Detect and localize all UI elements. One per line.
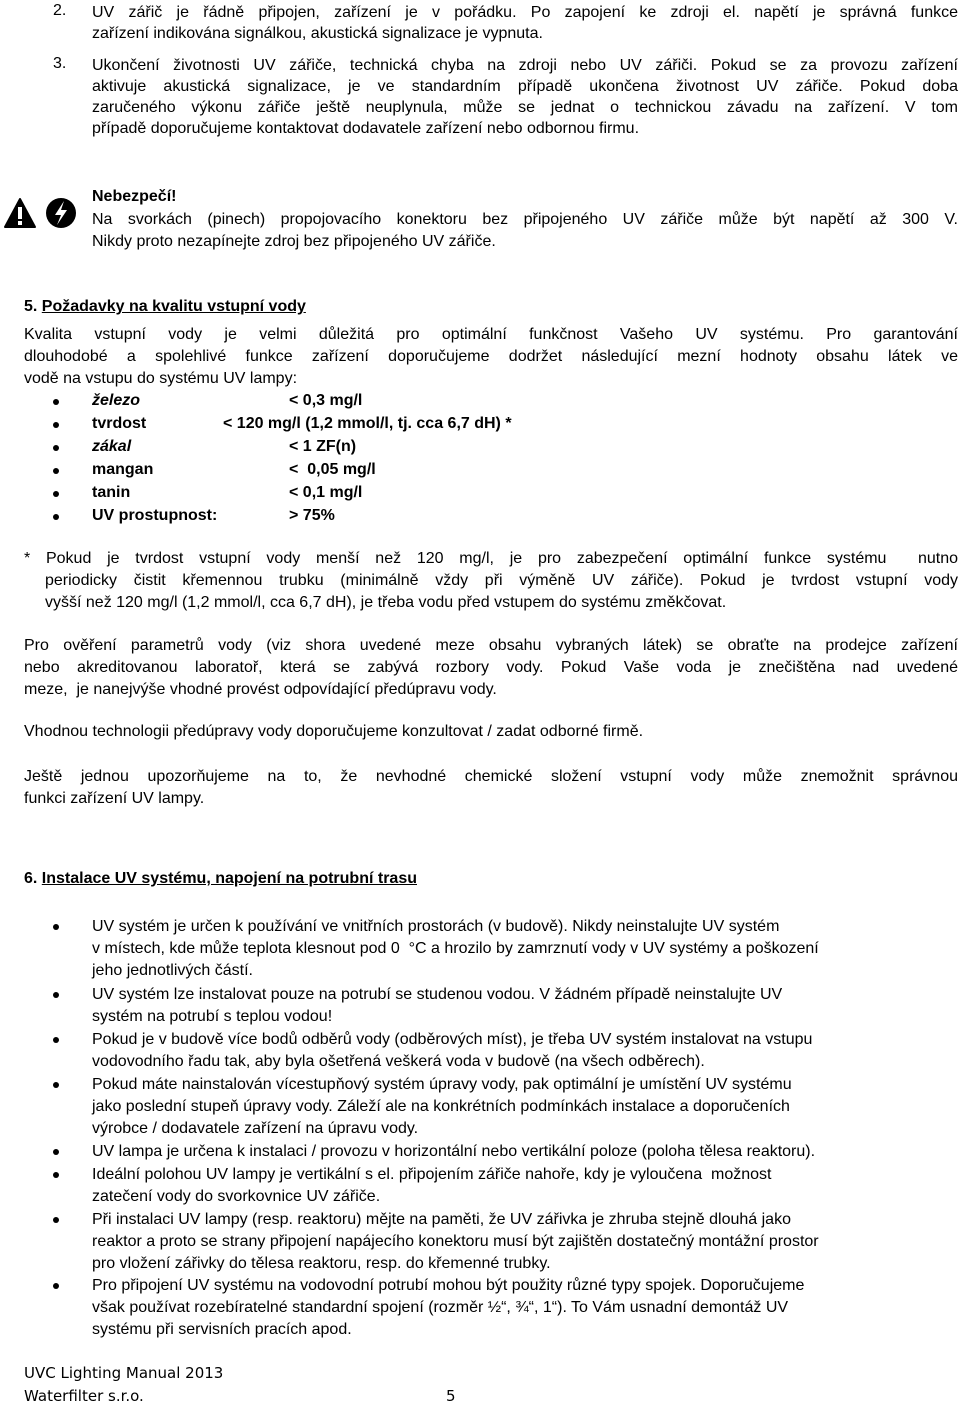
paragraph-line: meze, je nanejvýše vhodné provést odpovídající předúpravu vody. xyxy=(24,681,497,698)
list-item-line: Při instalaci UV lampy (resp. reaktoru) mějte na paměti, že UV zářivka je zhruba stejně dlouhá jako xyxy=(92,1211,791,1228)
hardness-note-line: periodicky čistit křemennou trubku (minimálně vždy při výměně UV zářiče). Pokud je tvrdost vstupní vody xyxy=(45,572,958,589)
high-voltage-icon xyxy=(45,197,77,229)
footer-manual-title: UVC Lighting Manual 2013 xyxy=(24,1364,224,1382)
item-number: 3. xyxy=(53,55,67,72)
paragraph-line: Ještě jednou upozorňujeme na to, že nevhodné chemické složení vstupní vody může znemožnit správnou xyxy=(24,768,958,785)
list-item-line: Pokud máte nainstalován vícestupňový systém úpravy vody, pak optimální je umístění UV systému xyxy=(92,1076,792,1093)
bullet xyxy=(53,399,59,405)
list-item-line: pro vložení zářivky do tělesa reaktoru, resp. do křemenné trubky. xyxy=(92,1255,551,1272)
item-number: 2. xyxy=(53,2,67,19)
limit-name: tvrdost xyxy=(92,415,147,432)
list-item-line: systému při servisních pracích apod. xyxy=(92,1321,352,1338)
section-6-heading xyxy=(24,868,417,889)
bullet xyxy=(53,924,59,930)
warning-title: Nebezpečí! xyxy=(92,188,177,205)
paragraph-line: nebo akreditovanou laboratoř, která se zabývá rozbory vody. Pokud Vaše voda je znečištěna nad uvedené xyxy=(24,659,958,676)
bullet xyxy=(53,1217,59,1223)
paragraph-line: funkci zařízení UV lampy. xyxy=(24,790,205,807)
bullet xyxy=(53,1149,59,1155)
section-5-intro-line: dlouhodobé a spolehlivé funkce zařízení doporučujeme dodržet následující mezní hodnoty obsahu látek ve xyxy=(24,348,958,365)
list-item-line: Pro připojení UV systému na vodovodní potrubí mohou být použity různé typy spojek. Doporučujeme xyxy=(92,1277,805,1294)
list-item-line: UV systém je určen k používání ve vnitřních prostorách (v budově). Nikdy neinstalujte UV systém xyxy=(92,918,780,935)
paragraph-line: Vhodnou technologii předúpravy vody doporučujeme konzultovat / zadat odborné firmě. xyxy=(24,723,644,740)
list-item-line: systém na potrubí s teplou vodou! xyxy=(92,1008,333,1025)
section-5-heading xyxy=(24,296,306,317)
bullet xyxy=(53,422,59,428)
limit-value: < 1 ZF(n) xyxy=(289,438,357,455)
limit-value: < 120 mg/l (1,2 mmol/l, tj. cca 6,7 dH) * xyxy=(223,415,512,432)
list-item-line: reaktor a proto se strany připojení napájecího konektoru musí být zajištěn dostatečný montážní prostor xyxy=(92,1233,819,1250)
text-line: Ukončení životnosti UV zářiče, technická chyba na zdroji nebo UV zářiči. Pokud se za provozu zařízení xyxy=(92,57,958,74)
list-item-line: Ideální polohou UV lampy je vertikální s el. připojením zářiče nahoře, kdy je vyloučena možnost xyxy=(92,1166,772,1183)
section-number: 5. xyxy=(24,298,38,315)
limit-name: UV prostupnost: xyxy=(92,507,218,524)
footer-company: Waterfilter s.r.o. xyxy=(24,1387,144,1405)
warning-text-line: Na svorkách (pinech) propojovacího konektoru bez připojeného UV zářiče může být napětí až 300 V. xyxy=(92,211,958,228)
bullet xyxy=(53,1082,59,1088)
list-item-line: UV systém lze instalovat pouze na potrubí se studenou vodou. V žádném případě neinstalujte UV xyxy=(92,986,783,1003)
limit-value: < 0,3 mg/l xyxy=(289,392,363,409)
text-line: UV zářič je řádně připojen, zařízení je v pořádku. Po zapojení ke zdroji el. napětí je správná funkce xyxy=(92,4,958,21)
text-line: případě doporučujeme kontaktovat dodavatele zařízení nebo odbornou firmu. xyxy=(92,120,640,137)
bullet xyxy=(53,445,59,451)
list-item-line: jeho jednotlivých částí. xyxy=(92,962,253,979)
section-title: Instalace UV systému, napojení na potrubní trasu xyxy=(41,870,417,887)
list-item-line: UV lampa je určena k instalaci / provozu v horizontální nebo vertikální poloze (poloha tělesa reaktoru). xyxy=(92,1143,816,1160)
text-line: aktivuje akustická signalizace, je ve standardním případě ukončena životnost UV zářiče. Pokud doba xyxy=(92,78,958,95)
limit-value: < 0,05 mg/l xyxy=(289,461,376,478)
bullet xyxy=(53,1037,59,1043)
warning-triangle-icon xyxy=(3,197,37,229)
bullet xyxy=(53,1283,59,1289)
warning-text-line: Nikdy proto nezapínejte zdroj bez připojeného UV zářiče. xyxy=(92,233,496,250)
list-item-line: výrobce / dodavatele zařízení na úpravu vody. xyxy=(92,1120,419,1137)
limit-name: železo xyxy=(92,392,141,409)
list-item-line: zatečení vody do svorkovnice UV zářiče. xyxy=(92,1188,381,1205)
list-item-line: jako poslední stupeň úpravy vody. Záleží ale na konkrétních podmínkách instalace a doporučeních xyxy=(92,1098,790,1115)
limit-name: zákal xyxy=(92,438,132,455)
bullet xyxy=(53,992,59,998)
text-line: zaručeného výkonu zářiče ještě neuplynula, může se jednat o technickou závadu na zařízení. V tom xyxy=(92,99,958,116)
bullet xyxy=(53,514,59,520)
section-5-intro-line: vodě na vstupu do systému UV lampy: xyxy=(24,370,298,387)
bullet xyxy=(53,468,59,474)
paragraph-line: Pro ověření parametrů vody (viz shora uvedené meze obsahu vybraných látek) se obraťte na prodejce zařízení xyxy=(24,637,958,654)
limit-value: < 0,1 mg/l xyxy=(289,484,363,501)
limit-name: mangan xyxy=(92,461,154,478)
list-item-line: však používat rozebíratelné standardní spojení (rozměr ½“, ¾“, 1“). To Vám usnadní demontáž UV xyxy=(92,1299,789,1316)
list-item-line: Pokud je v budově více bodů odběrů vody (odběrových míst), je třeba UV systém instalovat na vstupu xyxy=(92,1031,813,1048)
bullet xyxy=(53,491,59,497)
section-number: 6. xyxy=(24,870,38,887)
limit-name: tanin xyxy=(92,484,131,501)
limit-value: > 75% xyxy=(289,507,335,524)
list-item-line: v místech, kde může teplota klesnout pod 0 °C a hrozilo by zamrznutí vody v UV systémy a poškození xyxy=(92,940,819,957)
section-5-intro-line: Kvalita vstupní vody je velmi důležitá pro optimální funkčnost Vašeho UV systému. Pro garantování xyxy=(24,326,958,343)
text-line: zařízení indikována signálkou, akustická signalizace je vypnuta. xyxy=(92,25,543,42)
hardness-note-line: vyšší než 120 mg/l (1,2 mmol/l, cca 6,7 dH), je třeba vodu před vstupem do systému změkčovat. xyxy=(45,594,727,611)
section-title: Požadavky na kvalitu vstupní vody xyxy=(41,298,306,315)
hardness-note-line: * Pokud je tvrdost vstupní vody menší než 120 mg/l, je pro zabezpečení optimální funkce systému nutno xyxy=(24,550,958,567)
list-item-line: vodovodního řadu tak, aby byla ošetřená veškerá voda v budově (na všech odběrech). xyxy=(92,1053,705,1070)
bullet xyxy=(53,1172,59,1178)
page-number: 5 xyxy=(446,1387,456,1405)
